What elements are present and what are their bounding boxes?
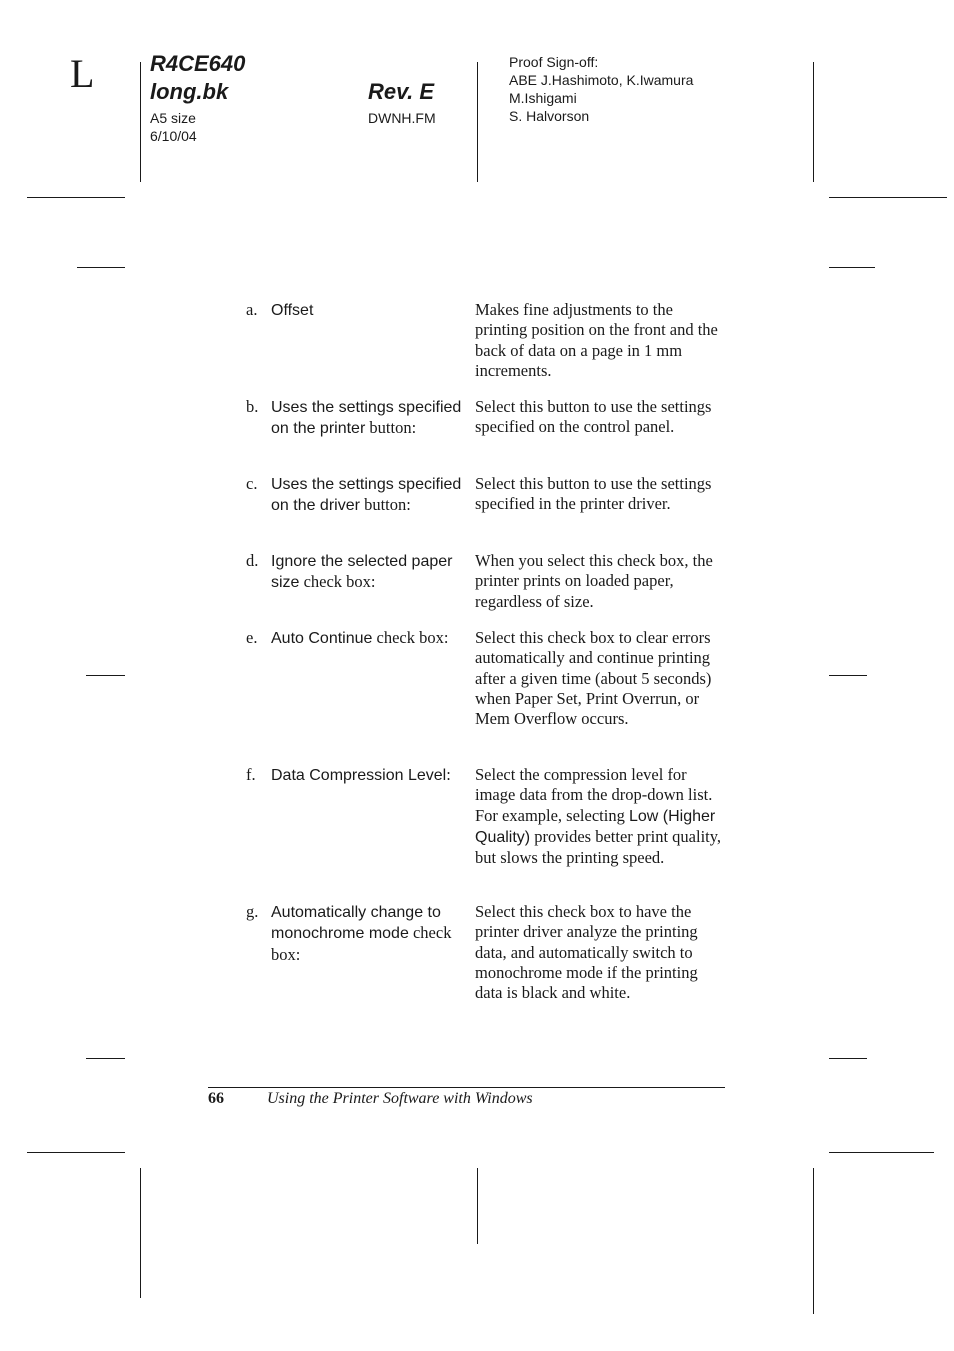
doc-file: long.bk [150,79,229,104]
entry-term [271,902,466,965]
entry-term [271,474,466,517]
proof-signoff [509,53,693,125]
crop-mark [477,1168,478,1244]
crop-mark [86,675,125,676]
crop-mark [27,197,125,198]
crop-mark [140,62,141,182]
term-serif: check box: [271,923,452,964]
proof-label: Proof Sign-off: [509,54,599,70]
entry-letter: c. [246,474,258,493]
entry-description: Select this button to use the settings specified in the printer driver. [475,474,712,514]
description-text: Select the compression level for image data from the drop-down list. For example, selecting [475,765,713,825]
proof-line: S. Halvorson [509,108,590,124]
entry-letter: a. [246,300,258,319]
term-sans: Auto Continue [271,630,373,647]
term-serif: : [446,765,451,784]
entry-term [271,628,466,649]
crop-mark [77,267,125,268]
crop-mark [829,675,867,676]
entry-term [271,397,466,440]
entry-description: Select this check box to have the printer driver analyze the printing data, and automatically switch to monochrome mode if the printing data is black and white. [475,902,698,1003]
doc-code: R4CE640 [150,51,246,76]
entry-letter: f. [246,765,256,784]
fm-file: DWNH.FM [368,110,436,126]
crop-mark [86,1058,125,1059]
crop-mark [477,62,478,182]
term-serif: check box: [376,628,449,647]
entry-letter: g. [246,902,259,921]
entry-letter: d. [246,551,259,570]
proof-line: M.Ishigami [509,90,577,106]
crop-mark [829,1152,934,1153]
entry-description: When you select this check box, the printer prints on loaded paper, regardless of size. [475,551,713,611]
entry-description: Select this check box to clear errors automatically and continue printing after a given time (about 5 seconds) when Paper Set, Print Overrun, or Mem Overflow occurs. [475,628,712,729]
entry-description [475,765,725,868]
chapter-title: Using the Printer Software with Windows [267,1090,533,1107]
crop-mark [829,1058,867,1059]
page-number: 66 [208,1090,224,1107]
entry-description: Select this button to use the settings specified on the control panel. [475,397,712,437]
crop-mark [140,1168,141,1298]
crop-mark [813,62,814,182]
entry-term [271,551,466,594]
crop-mark [829,197,947,198]
crop-mark [27,1152,125,1153]
description-text: provides better print quality, but slows the printing speed. [475,826,722,868]
corner-mark: L [70,51,95,96]
proof-line: ABE J.Hashimoto, K.Iwamura [509,72,694,88]
document-name [150,50,245,106]
crop-mark [813,1168,814,1314]
entry-term [271,300,466,321]
entry-letter: b. [246,397,259,416]
page-meta [150,109,197,145]
term-sans: Uses the settings specified on the driver [271,476,462,515]
term-sans: Automatically change to monochrome mode [271,904,441,943]
term-sans: Uses the settings specified on the printer [271,399,462,438]
description-ui-term: Low (Higher Quality) [475,807,716,846]
term-serif: check box: [303,572,376,592]
term-sans: Data Compression Level [271,767,447,784]
page-size: A5 size [150,110,196,126]
term-sans: Ignore the selected paper size [271,553,453,592]
entry-description: Makes fine adjustments to the printing position on the front and the back of data on a page in 1 mm increments. [475,300,718,380]
term-sans: Offset [271,302,314,319]
revision: Rev. E [368,79,435,104]
term-serif: button: [369,418,417,438]
term-serif: button: [364,495,411,515]
entry-term [271,765,466,786]
footer-rule [208,1087,725,1088]
crop-mark [829,267,875,268]
entry-letter: e. [246,628,258,647]
page-date: 6/10/04 [150,128,197,144]
